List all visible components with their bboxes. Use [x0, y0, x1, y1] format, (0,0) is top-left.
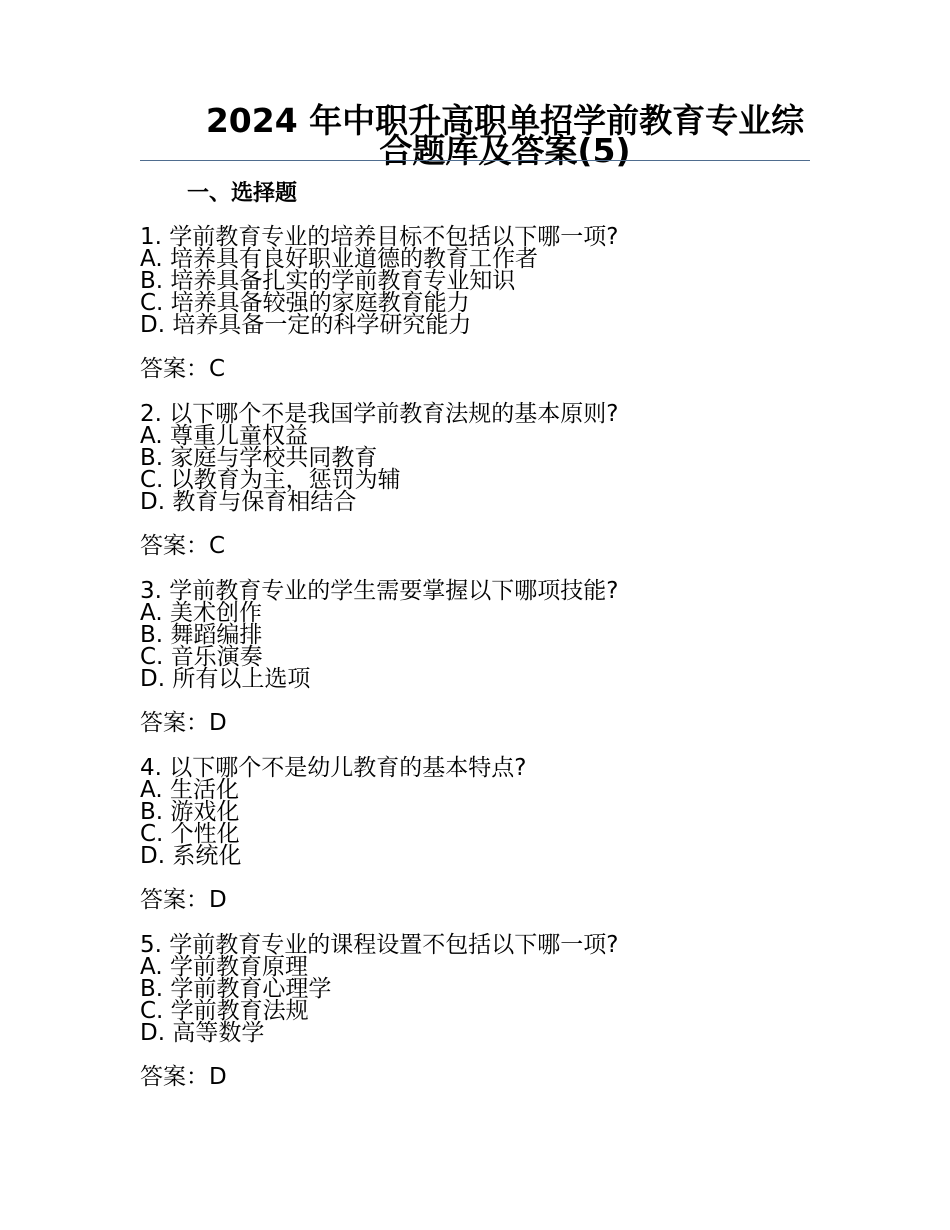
option-a: A. 生活化	[140, 777, 239, 803]
question-4	[140, 757, 820, 913]
option-b: B. 培养具备扎实的学前教育专业知识	[140, 268, 516, 294]
section-heading: 一、选择题	[187, 181, 298, 206]
question-list	[140, 226, 820, 1111]
option-c: C. 音乐演奏	[140, 644, 263, 670]
question-3	[140, 580, 820, 736]
option-c: C. 学前教育法规	[140, 998, 309, 1024]
answer-line: 答案：D	[140, 710, 227, 736]
option-b: B. 学前教育心理学	[140, 976, 332, 1002]
option-b: B. 游戏化	[140, 799, 240, 825]
option-a: A. 培养具有良好职业道德的教育工作者	[140, 246, 538, 272]
option-d: D. 高等数学	[140, 1020, 265, 1046]
option-a: A. 尊重儿童权益	[140, 423, 308, 449]
option-b: B. 舞蹈编排	[140, 622, 263, 648]
question-1	[140, 226, 820, 382]
question-2	[140, 403, 820, 559]
question-stem: 5. 学前教育专业的课程设置不包括以下哪一项?	[140, 932, 619, 958]
option-c: C. 培养具备较强的家庭教育能力	[140, 290, 470, 316]
question-stem: 4. 以下哪个不是幼儿教育的基本特点?	[140, 755, 527, 781]
option-b: B. 家庭与学校共同教育	[140, 445, 378, 471]
answer-line: 答案：C	[140, 533, 226, 559]
option-c: C. 个性化	[140, 821, 240, 847]
option-c: C. 以教育为主，惩罚为辅	[140, 467, 401, 493]
answer-line: 答案：D	[140, 1064, 227, 1090]
option-d: D. 培养具备一定的科学研究能力	[140, 312, 472, 338]
question-stem: 2. 以下哪个不是我国学前教育法规的基本原则?	[140, 401, 619, 427]
option-d: D. 所有以上选项	[140, 666, 311, 692]
option-d: D. 系统化	[140, 843, 242, 869]
question-stem: 3. 学前教育专业的学生需要掌握以下哪项技能?	[140, 578, 619, 604]
option-a: A. 学前教育原理	[140, 954, 308, 980]
answer-line: 答案：D	[140, 887, 227, 913]
option-d: D. 教育与保育相结合	[140, 489, 357, 515]
question-stem: 1. 学前教育专业的培养目标不包括以下哪一项?	[140, 224, 619, 250]
document-title: 2024 年中职升高职单招学前教育专业综合题库及答案(5)	[205, 101, 805, 170]
question-5	[140, 934, 820, 1090]
title-underline	[140, 160, 810, 161]
answer-line: 答案：C	[140, 356, 226, 382]
option-a: A. 美术创作	[140, 600, 262, 626]
